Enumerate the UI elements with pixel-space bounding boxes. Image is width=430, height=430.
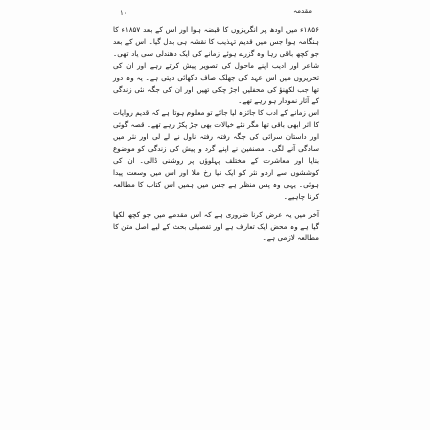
paragraph-1: ۱۸۵۶ء میں اودھ پر انگریزوں کا قبضہ ہوا اور اس کے بعد ۱۸۵۷ء کا ہنگامہ ہوا جس میں قدیم تہذیب کا نقشہ ہی بدل گیا۔ اس کے بعد جو کچھ باقی رہا وہ گزرے ہوئے زمانے کی ایک دھندلی سی یاد تھی۔ شاعر اور ادیب اپنے ماحول کی تصویر پیش کرتے رہے اور ان کی تحریروں میں اس عہد کی جھلک صاف دکھائی دیتی ہے۔ یہ وہ دور تھا جب لکھنؤ کی محفلیں اجڑ چکی تھیں اور ان کی جگہ نئی زندگی کے آثار نمودار ہو رہے تھے۔ bbox=[113, 25, 319, 106]
running-title: مقدمہ bbox=[293, 7, 312, 15]
paragraph-2: اس زمانے کے ادب کا جائزہ لیا جائے تو معلوم ہوتا ہے کہ قدیم روایات کا اثر ابھی باقی تھا مگر نئے خیالات بھی جڑ پکڑ رہے تھے۔ قصہ گوئی اور داستان سرائی کی جگہ رفتہ رفتہ ناول نے لے لی اور نثر میں سادگی آنے لگی۔ مصنفین نے اپنے گرد و پیش کی زندگی کو موضوع بنایا اور معاشرت کے مختلف پہلوؤں پر روشنی ڈالی۔ ان کی کوششوں سے اردو نثر کو ایک نیا رخ ملا اور اس میں وسعت پیدا ہوئی۔ یہی وہ پس منظر ہے جس میں ہمیں اس کتاب کا مطالعہ کرنا چاہیے۔ bbox=[113, 108, 319, 201]
page-number: ۱۰ bbox=[120, 9, 128, 17]
paragraph-3: آخر میں یہ عرض کرنا ضروری ہے کہ اس مقدمے میں جو کچھ لکھا گیا ہے وہ محض ایک تعارف ہے اور تفصیلی بحث کے لیے اصل متن کا مطالعہ لازمی ہے۔ bbox=[113, 209, 319, 243]
body-text bbox=[113, 24, 319, 244]
